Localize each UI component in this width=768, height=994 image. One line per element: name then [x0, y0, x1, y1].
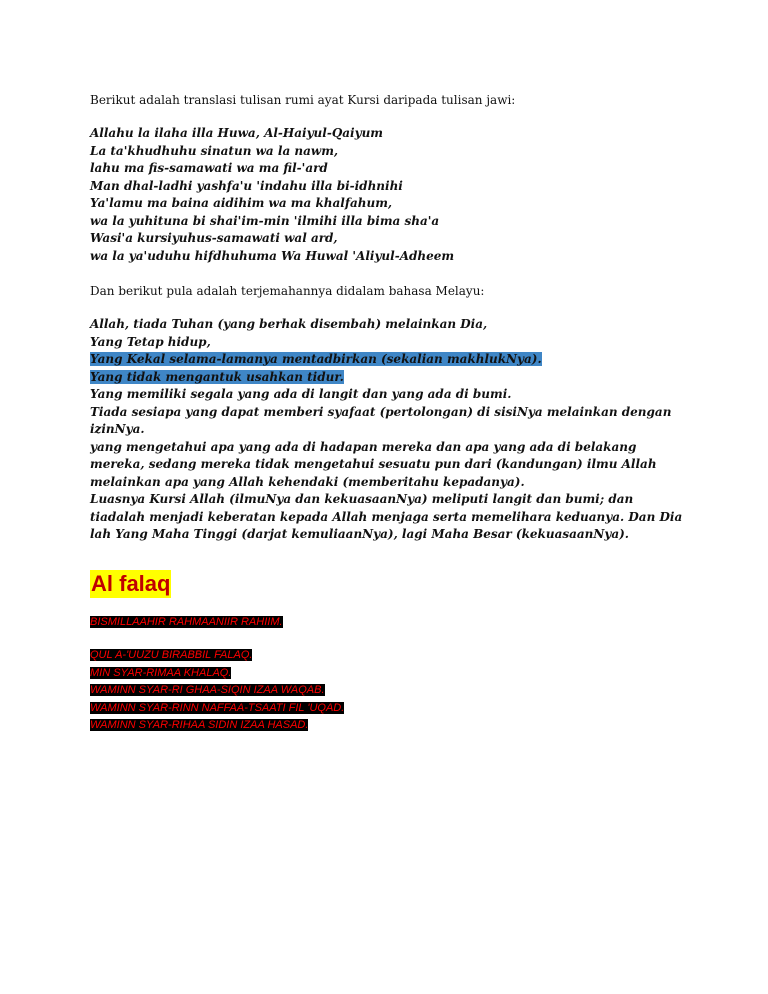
- al-falaq-opening: [90, 614, 690, 632]
- melayu-line: Yang Tetap hidup,: [90, 334, 211, 349]
- falaq-verse: MIN SYAR-RIMAA KHALAQ.: [90, 666, 232, 679]
- rumi-line: Wasi'a kursiyuhus-samawati wal ard,: [90, 231, 338, 245]
- rumi-line: wa la ya'uduhu hifdhuhuma Wa Huwal 'Aliyul-Adheem: [90, 248, 455, 263]
- section-title-al-falaq: Al falaq: [91, 570, 171, 596]
- melayu-line-highlighted: [90, 369, 690, 387]
- intro-melayu-text: Dan berikut pula adalah terjemahannya didalam bahasa Melayu:: [90, 284, 485, 298]
- al-falaq-verses: [90, 647, 690, 735]
- falaq-verse: WAMINN SYAR-RIHAA SIDIN IZAA HASAD.: [90, 719, 309, 731]
- ayat-kursi-rumi-block: [90, 125, 690, 265]
- text-highlight: Yang tidak mengantuk usahkan tidur.: [90, 369, 344, 384]
- melayu-line: yang mengetahui apa yang ada di hadapan mereka dan apa yang ada di belakang mereka, sedang mereka tidak mengetahui sesuatu pun dari (kandungan) ilmu Allah melainkan apa yang Allah kehendaki (memberitahu kepadanya).: [90, 439, 657, 489]
- intro-rumi-text: Berikut adalah translasi tulisan rumi ayat Kursi daripada tulisan jawi:: [90, 93, 516, 107]
- bismillah-text: BISMILLAAHIR RAHMAANIIR RAHIIM.: [90, 615, 283, 628]
- text-highlight: Yang Kekal selama-lamanya mentadbirkan (sekalian makhlukNya).: [90, 352, 542, 366]
- melayu-line: Tiada sesiapa yang dapat memberi syafaat (pertolongan) di sisiNya melainkan dengan izinNya.: [90, 404, 672, 436]
- rumi-line: La ta'khudhuhu sinatun wa la nawm,: [90, 143, 339, 158]
- rumi-line: lahu ma fis-samawati wa ma fil-'ard: [90, 161, 328, 175]
- falaq-verse: QUL A-'UUZU BIRABBIL FALAQ.: [90, 649, 253, 661]
- melayu-line: Luasnya Kursi Allah (ilmuNya dan kekuasaanNya) meliputi langit dan bumi; dan tiadalah menjadi keberatan kepada Allah menjaga serta memelihara keduanya. Dan Dia lah Yang Maha Tinggi (darjat kemuliaanNya), lagi Maha Besar (kekuasaanNya).: [90, 492, 683, 541]
- falaq-verse: WAMINN SYAR-RI GHAA-SIQIN IZAA WAQAB.: [90, 684, 325, 696]
- melayu-line: Yang memiliki segala yang ada di langit dan yang ada di bumi.: [90, 387, 512, 401]
- rumi-line: Ya'lamu ma baina aidihim wa ma khalfahum,: [90, 196, 393, 210]
- melayu-line: Allah, tiada Tuhan (yang berhak disembah) melainkan Dia,: [90, 317, 488, 331]
- falaq-verse: WAMINN SYAR-RINN NAFFAA-TSAATI FIL 'UQAD.: [90, 701, 345, 714]
- rumi-line: wa la yuhituna bi shai'im-min 'ilmihi illa bima sha'a: [90, 213, 440, 228]
- document-body: [90, 92, 690, 735]
- rumi-line: Allahu la ilaha illa Huwa, Al-Haiyul-Qaiyum: [90, 126, 384, 140]
- rumi-line: Man dhal-ladhi yashfa'u 'indahu illa bi-idhnihi: [90, 178, 403, 193]
- melayu-line-highlighted: [90, 351, 690, 369]
- ayat-kursi-melayu-block: [90, 316, 690, 544]
